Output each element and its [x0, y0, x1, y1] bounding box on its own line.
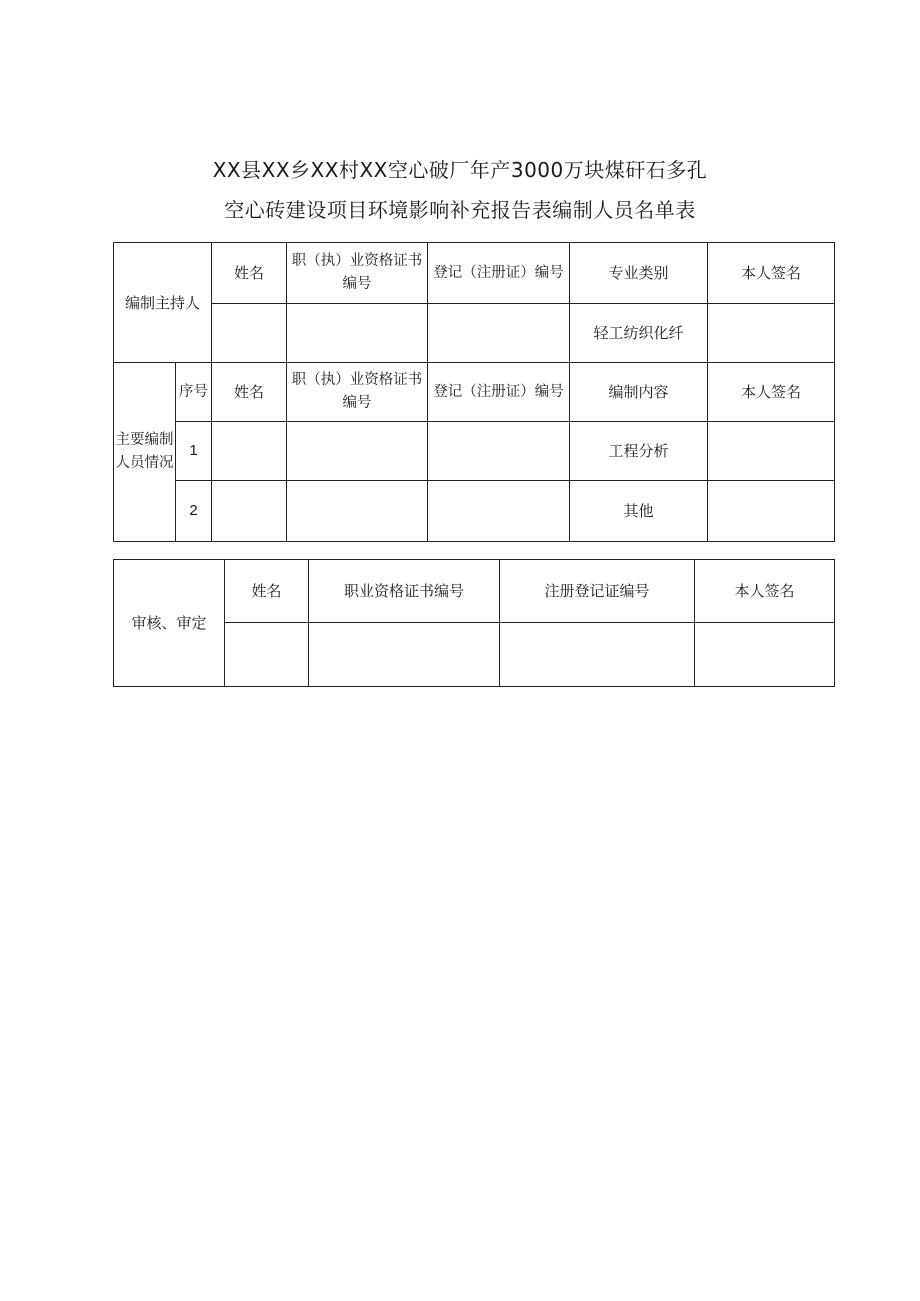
review-signature-cell[interactable] [695, 623, 835, 687]
staff-name-cell[interactable] [212, 481, 287, 542]
host-specialty-header: 专业类别 [570, 243, 708, 304]
staff-seq-cell: 1 [176, 422, 212, 481]
review-name-header: 姓名 [225, 560, 309, 623]
host-reg-cert-header: 登记（注册证）编号 [428, 243, 570, 304]
table-row [114, 481, 835, 542]
staff-reg-cert-cell[interactable] [428, 481, 570, 542]
review-qual-cert-cell[interactable] [309, 623, 500, 687]
document-title-line-2: 空心砖建设项目环境影响补充报告表编制人员名单表 [224, 198, 696, 222]
host-name-cell[interactable] [212, 304, 287, 363]
staff-qual-cert-cell[interactable] [287, 481, 428, 542]
staff-qual-cert-header: 职（执）业资格证书编号 [287, 363, 428, 422]
host-header-row [114, 243, 835, 304]
host-reg-cert-cell[interactable] [428, 304, 570, 363]
staff-signature-cell[interactable] [708, 422, 835, 481]
document-title-line-1: XX县XX乡XX村XX空心破厂年产3000万块煤矸石多孔 [212, 158, 708, 182]
staff-seq-header: 序号 [176, 363, 212, 422]
review-label: 审核、审定 [114, 560, 225, 687]
staff-qual-cert-cell[interactable] [287, 422, 428, 481]
staff-signature-cell[interactable] [708, 481, 835, 542]
staff-reg-cert-cell[interactable] [428, 422, 570, 481]
table-row [114, 422, 835, 481]
host-name-header: 姓名 [212, 243, 287, 304]
staff-header-row [114, 363, 835, 422]
host-signature-header: 本人签名 [708, 243, 835, 304]
host-qual-cert-header: 职（执）业资格证书编号 [287, 243, 428, 304]
review-qual-cert-header: 职业资格证书编号 [309, 560, 500, 623]
compilers-table [113, 242, 835, 542]
review-signature-header: 本人签名 [695, 560, 835, 623]
staff-name-header: 姓名 [212, 363, 287, 422]
host-label: 编制主持人 [114, 243, 212, 363]
host-specialty-cell: 轻工纺织化纤 [570, 304, 708, 363]
review-reg-cert-cell[interactable] [500, 623, 695, 687]
staff-signature-header: 本人签名 [708, 363, 835, 422]
staff-content-cell: 其他 [570, 481, 708, 542]
review-table [113, 559, 835, 687]
review-reg-cert-header: 注册登记证编号 [500, 560, 695, 623]
staff-seq-cell: 2 [176, 481, 212, 542]
host-qual-cert-cell[interactable] [287, 304, 428, 363]
staff-content-header: 编制内容 [570, 363, 708, 422]
staff-name-cell[interactable] [212, 422, 287, 481]
staff-content-cell: 工程分析 [570, 422, 708, 481]
review-header-row [114, 560, 835, 623]
staff-label: 主要编制人员情况 [114, 363, 176, 542]
staff-reg-cert-header: 登记（注册证）编号 [428, 363, 570, 422]
host-data-row [114, 304, 835, 363]
host-signature-cell[interactable] [708, 304, 835, 363]
review-name-cell[interactable] [225, 623, 309, 687]
